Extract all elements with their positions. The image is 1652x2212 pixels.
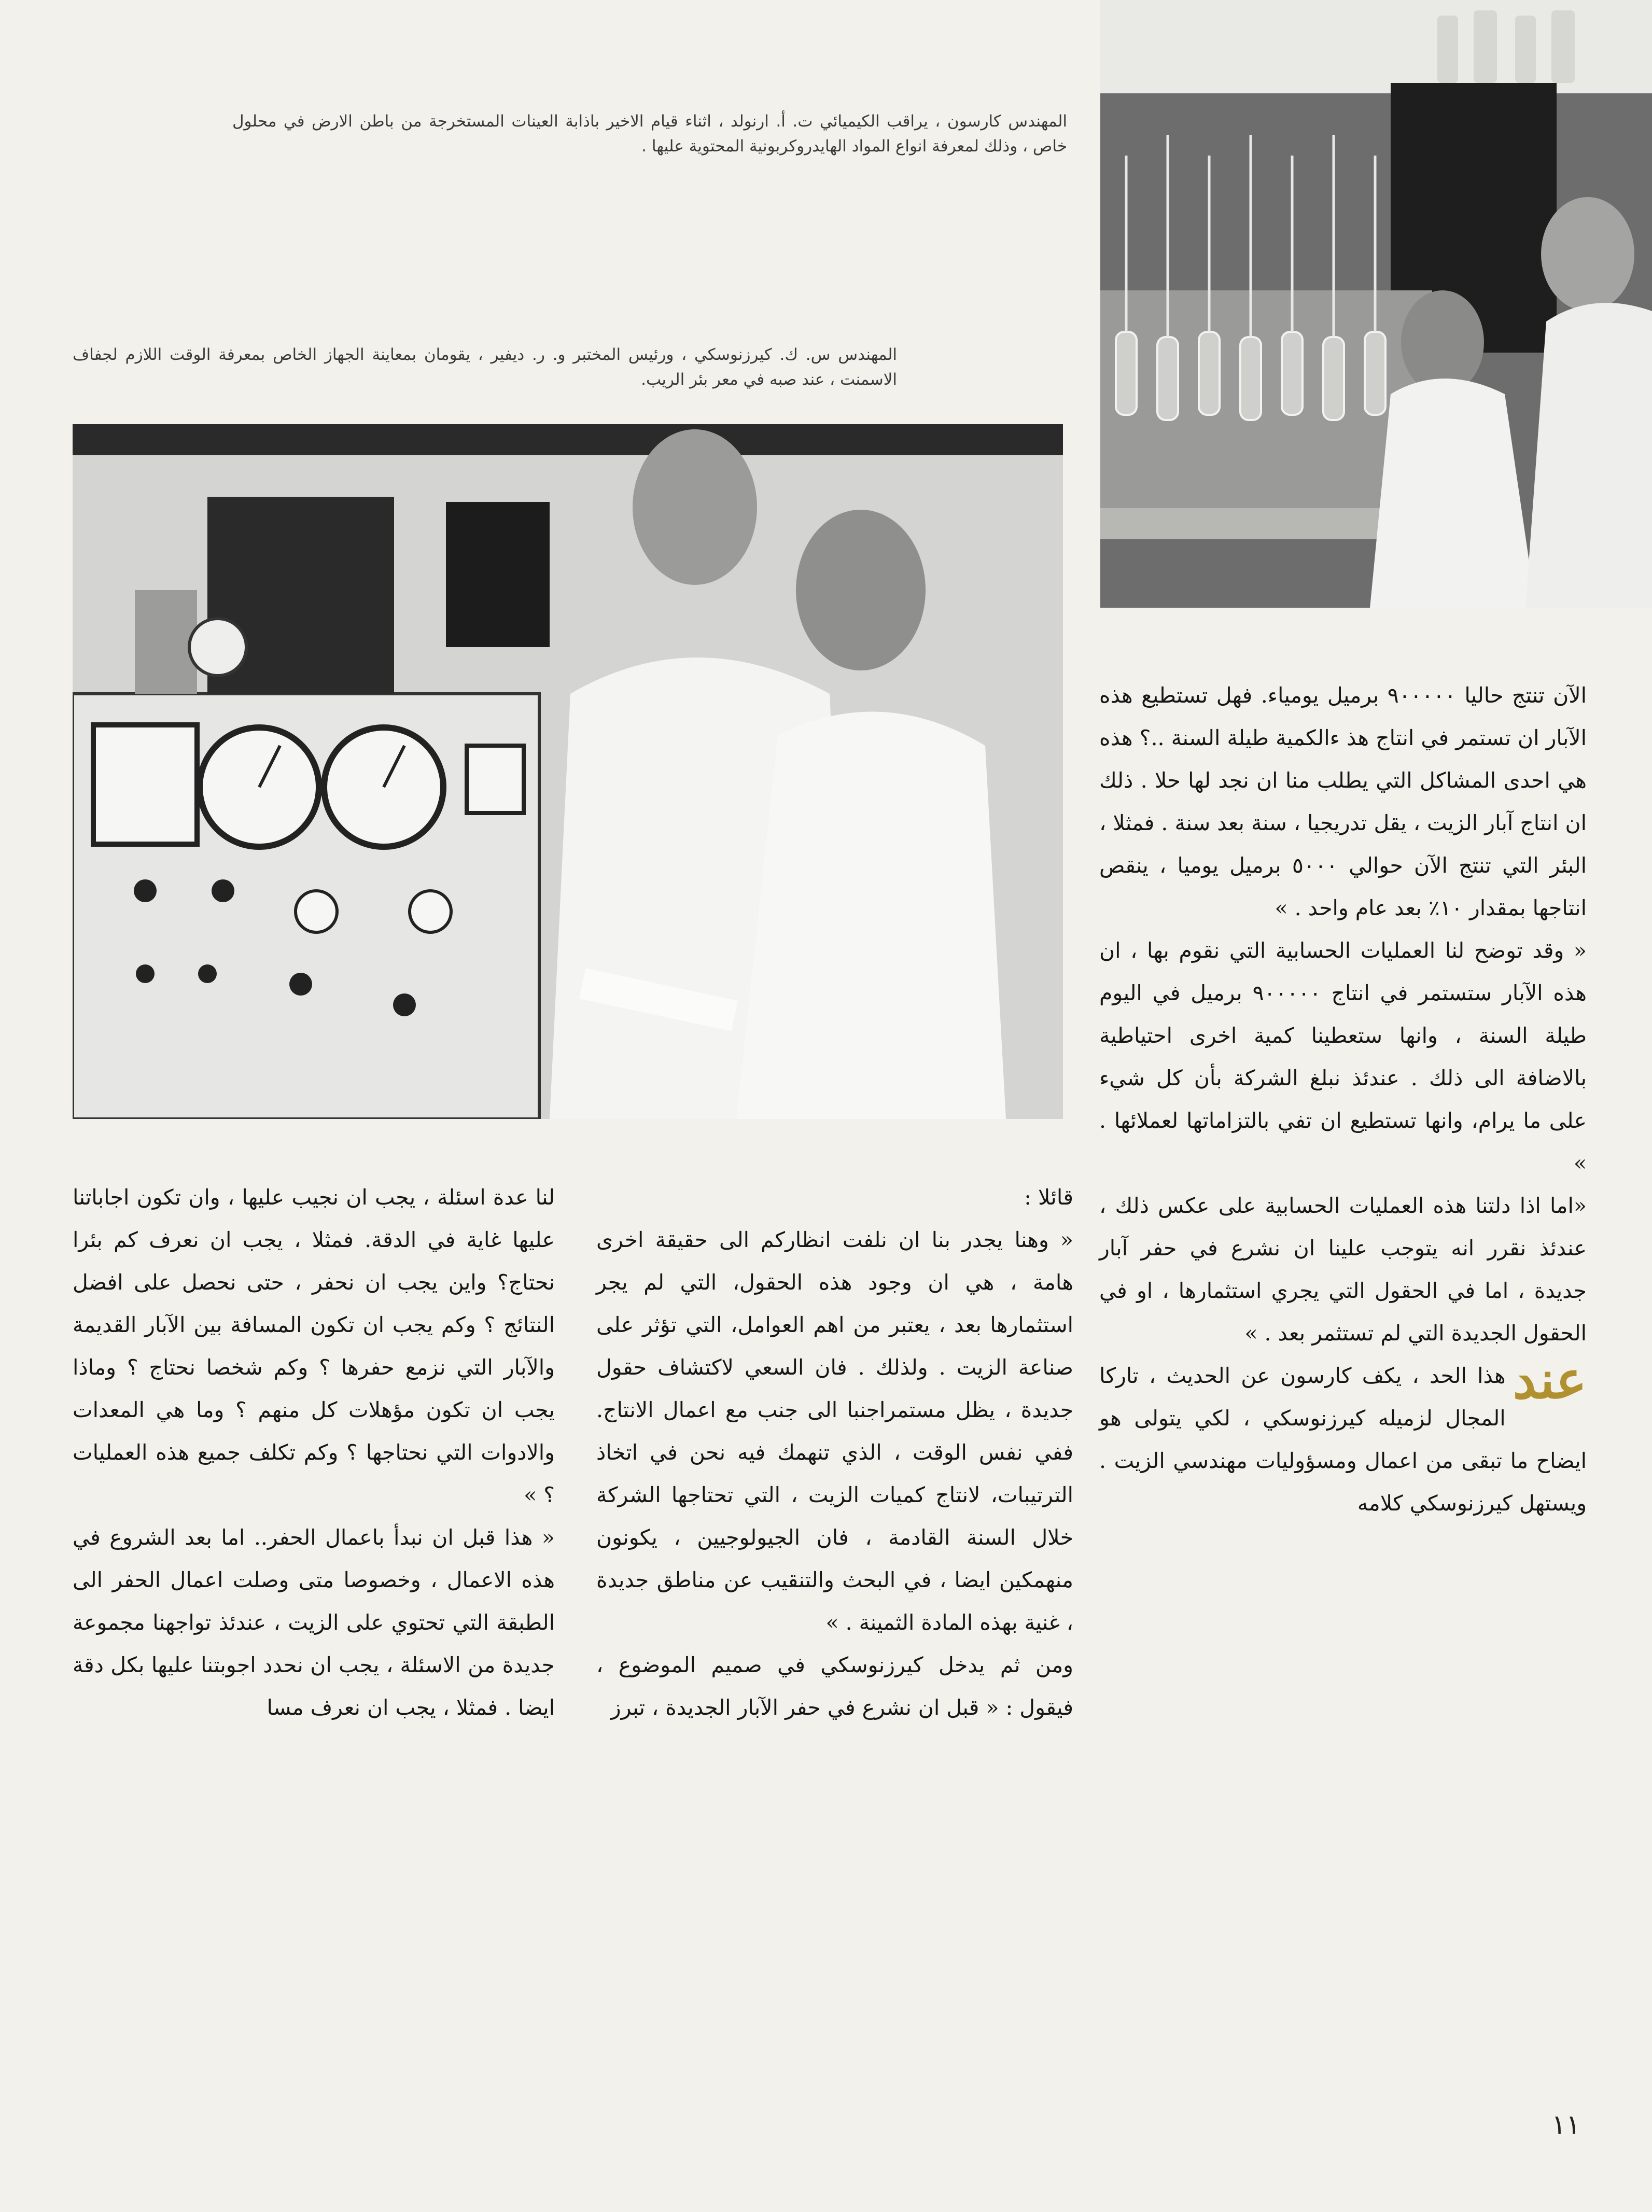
lab-photo (1100, 0, 1652, 608)
control-panel-photo-icon (73, 424, 1063, 1119)
paragraph-text: هذا الحد ، يكف كارسون عن الحديث ، تاركا المجال لزميله كيرزنوسكي ، لكي يتولى هو ايضاح ما تبقى من اعمال ومسؤوليات مهندسي الزيت . ويستهل كيرزنوسكي كلامه (1099, 1363, 1587, 1516)
article-column-left (73, 1176, 555, 1729)
drop-cap: عند (1513, 1349, 1587, 1410)
paragraph: لنا عدة اسئلة ، يجب ان نجيب عليها ، وان تكون اجاباتنا عليها غاية في الدقة. فمثلا ، يجب ان نعرف كم بئرا نحتاج؟ واين يجب ان نحفر ، حتى نحصل على افضل النتائج ؟ وكم يجب ان تكون المسافة بين الآبار القديمة والآبار التي نزمع حفرها ؟ وكم شخصا نحتاج ؟ وماذا يجب ان تكون مؤهلات كل منهم ؟ وما هي المعدات والادوات التي نحتاجها ؟ وكم تكلف جميع هذه العمليات ؟ » (73, 1185, 555, 1507)
laboratory-photo-icon (1100, 0, 1652, 608)
equipment-photo (73, 424, 1063, 1119)
paragraph: ومن ثم يدخل كيرزنوسكي في صميم الموضوع ، فيقول : « قبل ان نشرع في حفر الآبار الجديدة ، تبرز (596, 1653, 1073, 1720)
article-column-right (1099, 674, 1587, 1524)
paragraph: « هذا قبل ان نبدأ باعمال الحفر.. اما بعد الشروع في هذه الاعمال ، وخصوصا متى وصلت اعمال الحفر الى الطبقة التي تحتوي على الزيت ، عندئذ تواجهنا مجموعة جديدة من الاسئلة ، يجب ان نحدد اجوبتنا عليها بكل دقة ايضا . فمثلا ، يجب ان نعرف مسا (73, 1525, 555, 1720)
page-number: ١١ (1551, 2109, 1580, 2140)
equipment-photo-caption: المهندس س. ك. كيرزنوسكي ، ورئيس المختبر و. ر. ديفير ، يقومان بمعاينة الجهاز الخاص بمعرفة الوقت اللازم لجفاف الاسمنت ، عند صبه في معر بئر الريب. (73, 345, 897, 389)
lab-photo-caption: المهندس كارسون ، يراقب الكيميائي ت. أ. ارنولد ، اثناء قيام الاخير باذابة العينات المستخرجة من باطن الارض في محلول خاص ، وذلك لمعرفة انواع المواد الهايدروكربونية المحتوية عليها . (232, 112, 1067, 156)
paragraph: الآن تنتج حاليا ٩٠٠٠٠٠ برميل يومياء. فهل تستطيع هذه الآبار ان تستمر في انتاج هذ ءالكمية طيلة السنة ..؟ هذه هي احدى المشاكل التي يطلب منا ان نجد لها حلا . ذلك ان انتاج آبار الزيت ، يقل تدريجيا ، سنة بعد سنة . فمثلا ، البئر التي تنتج الآن حوالي ٥٠٠٠ برميل يوميا ، ينقص انتاجها بمقدار ١٠٪ بعد عام واحد . » (1099, 683, 1587, 920)
paragraph: « وهنا يجدر بنا ان نلفت انظاركم الى حقيقة اخرى هامة ، هي ان وجود هذه الحقول، التي لم يجر استثمارها بعد ، يعتبر من اهم العوامل، التي تؤثر على صناعة الزيت . ولذلك . فان السعي لاكتشاف حقول جديدة ، يظل مستمراجنبا الى جنب مع اعمال الانتاج. ففي نفس الوقت ، الذي تنهمك فيه نحن في اتخاذ الترتيبات، لانتاج كميات الزيت ، التي تحتاجها الشركة خلال السنة القادمة ، فان الجيولوجيين ، يكونون منهمكين ايضا ، في البحث والتنقيب عن مناطق جديدة ، غنية بهذه المادة الثمينة . » (596, 1227, 1073, 1635)
paragraph: « وقد توضح لنا العمليات الحسابية التي نقوم بها ، ان هذه الآبار ستستمر في انتاج ٩٠٠٠٠٠ برميل في اليوم طيلة السنة ، وانها ستعطينا كمية اخرى احتياطية بالاضافة الى ذلك . عندئذ نبلغ الشركة بأن كل شيء على ما يرام، وانها تستطيع ان تفي بالتزاماتها لعملائها . » (1099, 938, 1587, 1175)
paragraph: قائلا : (1024, 1185, 1073, 1210)
paragraph (1099, 1349, 1587, 1524)
paragraph: «اما اذا دلتنا هذه العمليات الحسابية على عكس ذلك ، عندئذ نقرر انه يتوجب علينا ان نشرع في حفر آبار جديدة ، اما في الحقول التي يجري استثمارها ، او في الحقول الجديدة التي لم تستثمر بعد . » (1099, 1193, 1587, 1346)
article-column-middle (596, 1176, 1073, 1729)
